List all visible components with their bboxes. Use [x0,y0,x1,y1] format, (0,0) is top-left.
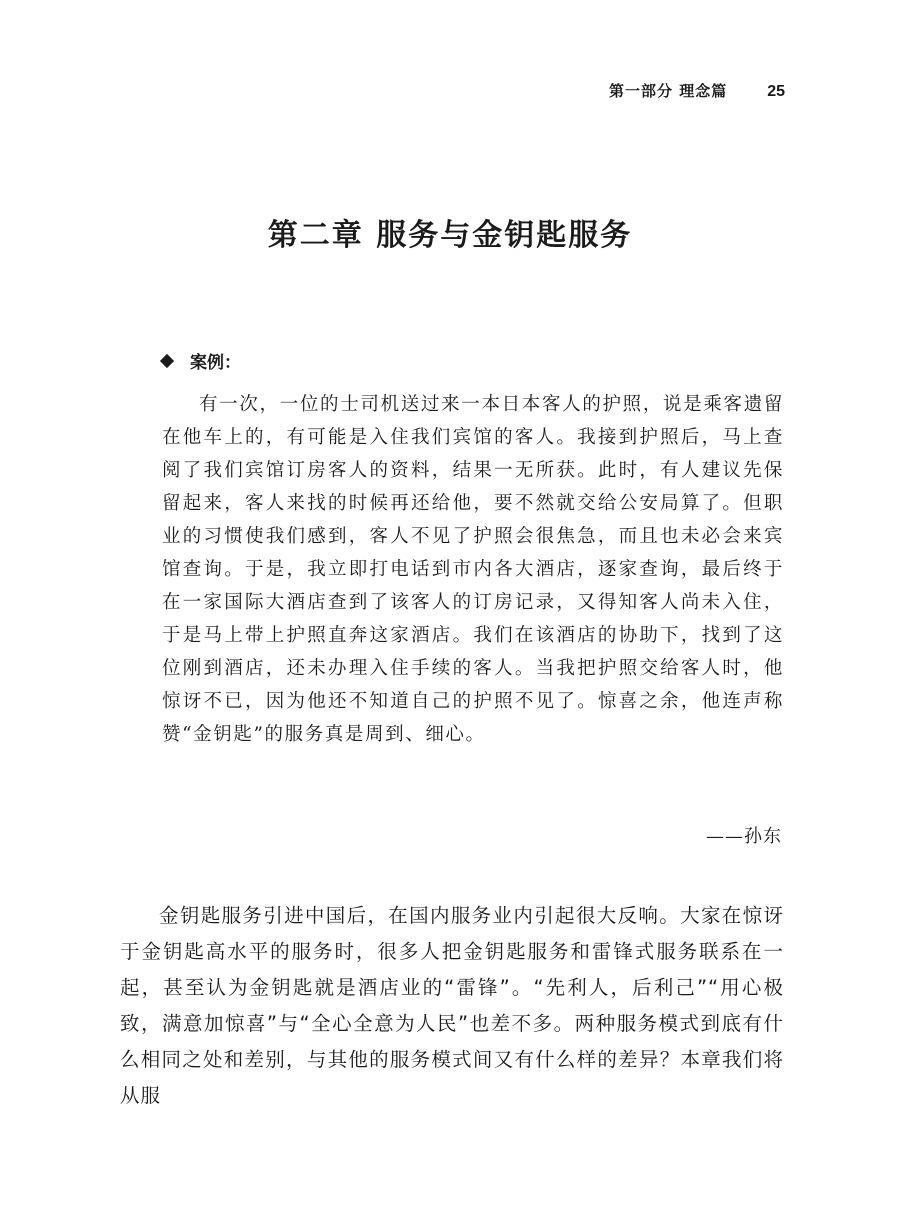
case-paragraph: 有一次，一位的士司机送过来一本日本客人的护照，说是乘客遗留在他车上的，有可能是入住我们宾馆的客人。我接到护照后，马上查阅了我们宾馆订房客人的资料，结果一无所获。此时，有人建议先保留起来，客人来找的时候再还给他，要不然就交给公安局算了。但职业的习惯使我们感到，客人不见了护照会很焦急，而且也未必会来宾馆查询。于是，我立即打电话到市内各大酒店，逐家查询，最后终于在一家国际大酒店查到了该客人的订房记录，又得知客人尚未入住，于是马上带上护照直奔这家酒店。我们在该酒店的协助下，找到了这位刚到酒店，还未办理入住手续的客人。当我把护照交给客人时，他惊讶不已，因为他还不知道自己的护照不见了。惊喜之余，他连声称赞“金钥匙”的服务真是周到、细心。 [162,394,784,745]
case-heading [162,348,241,373]
running-header [609,80,785,101]
header-section-title: 第一部分 理念篇 [608,82,728,100]
body-paragraph: 金钥匙服务引进中国后，在国内服务业内引起很大反响。大家在惊讶于金钥匙高水平的服务时，很多人把金钥匙服务和雷锋式服务联系在一起，甚至认为金钥匙就是酒店业的“雷锋”。“先利人，后利己”“用心极致，满意加惊喜”与“全心全意为人民”也差不多。两种服务模式到底有什么相同之处和差别，与其他的服务模式间又有什么样的差异？本章我们将从服 [120,904,784,1107]
chapter-title: 第二章 服务与金钥匙服务 [267,218,633,253]
diamond-bullet-icon [160,353,174,367]
case-heading-label: 案例： [190,353,241,373]
case-author: ——孙东 [706,826,782,847]
page-number: 25 [767,83,785,100]
